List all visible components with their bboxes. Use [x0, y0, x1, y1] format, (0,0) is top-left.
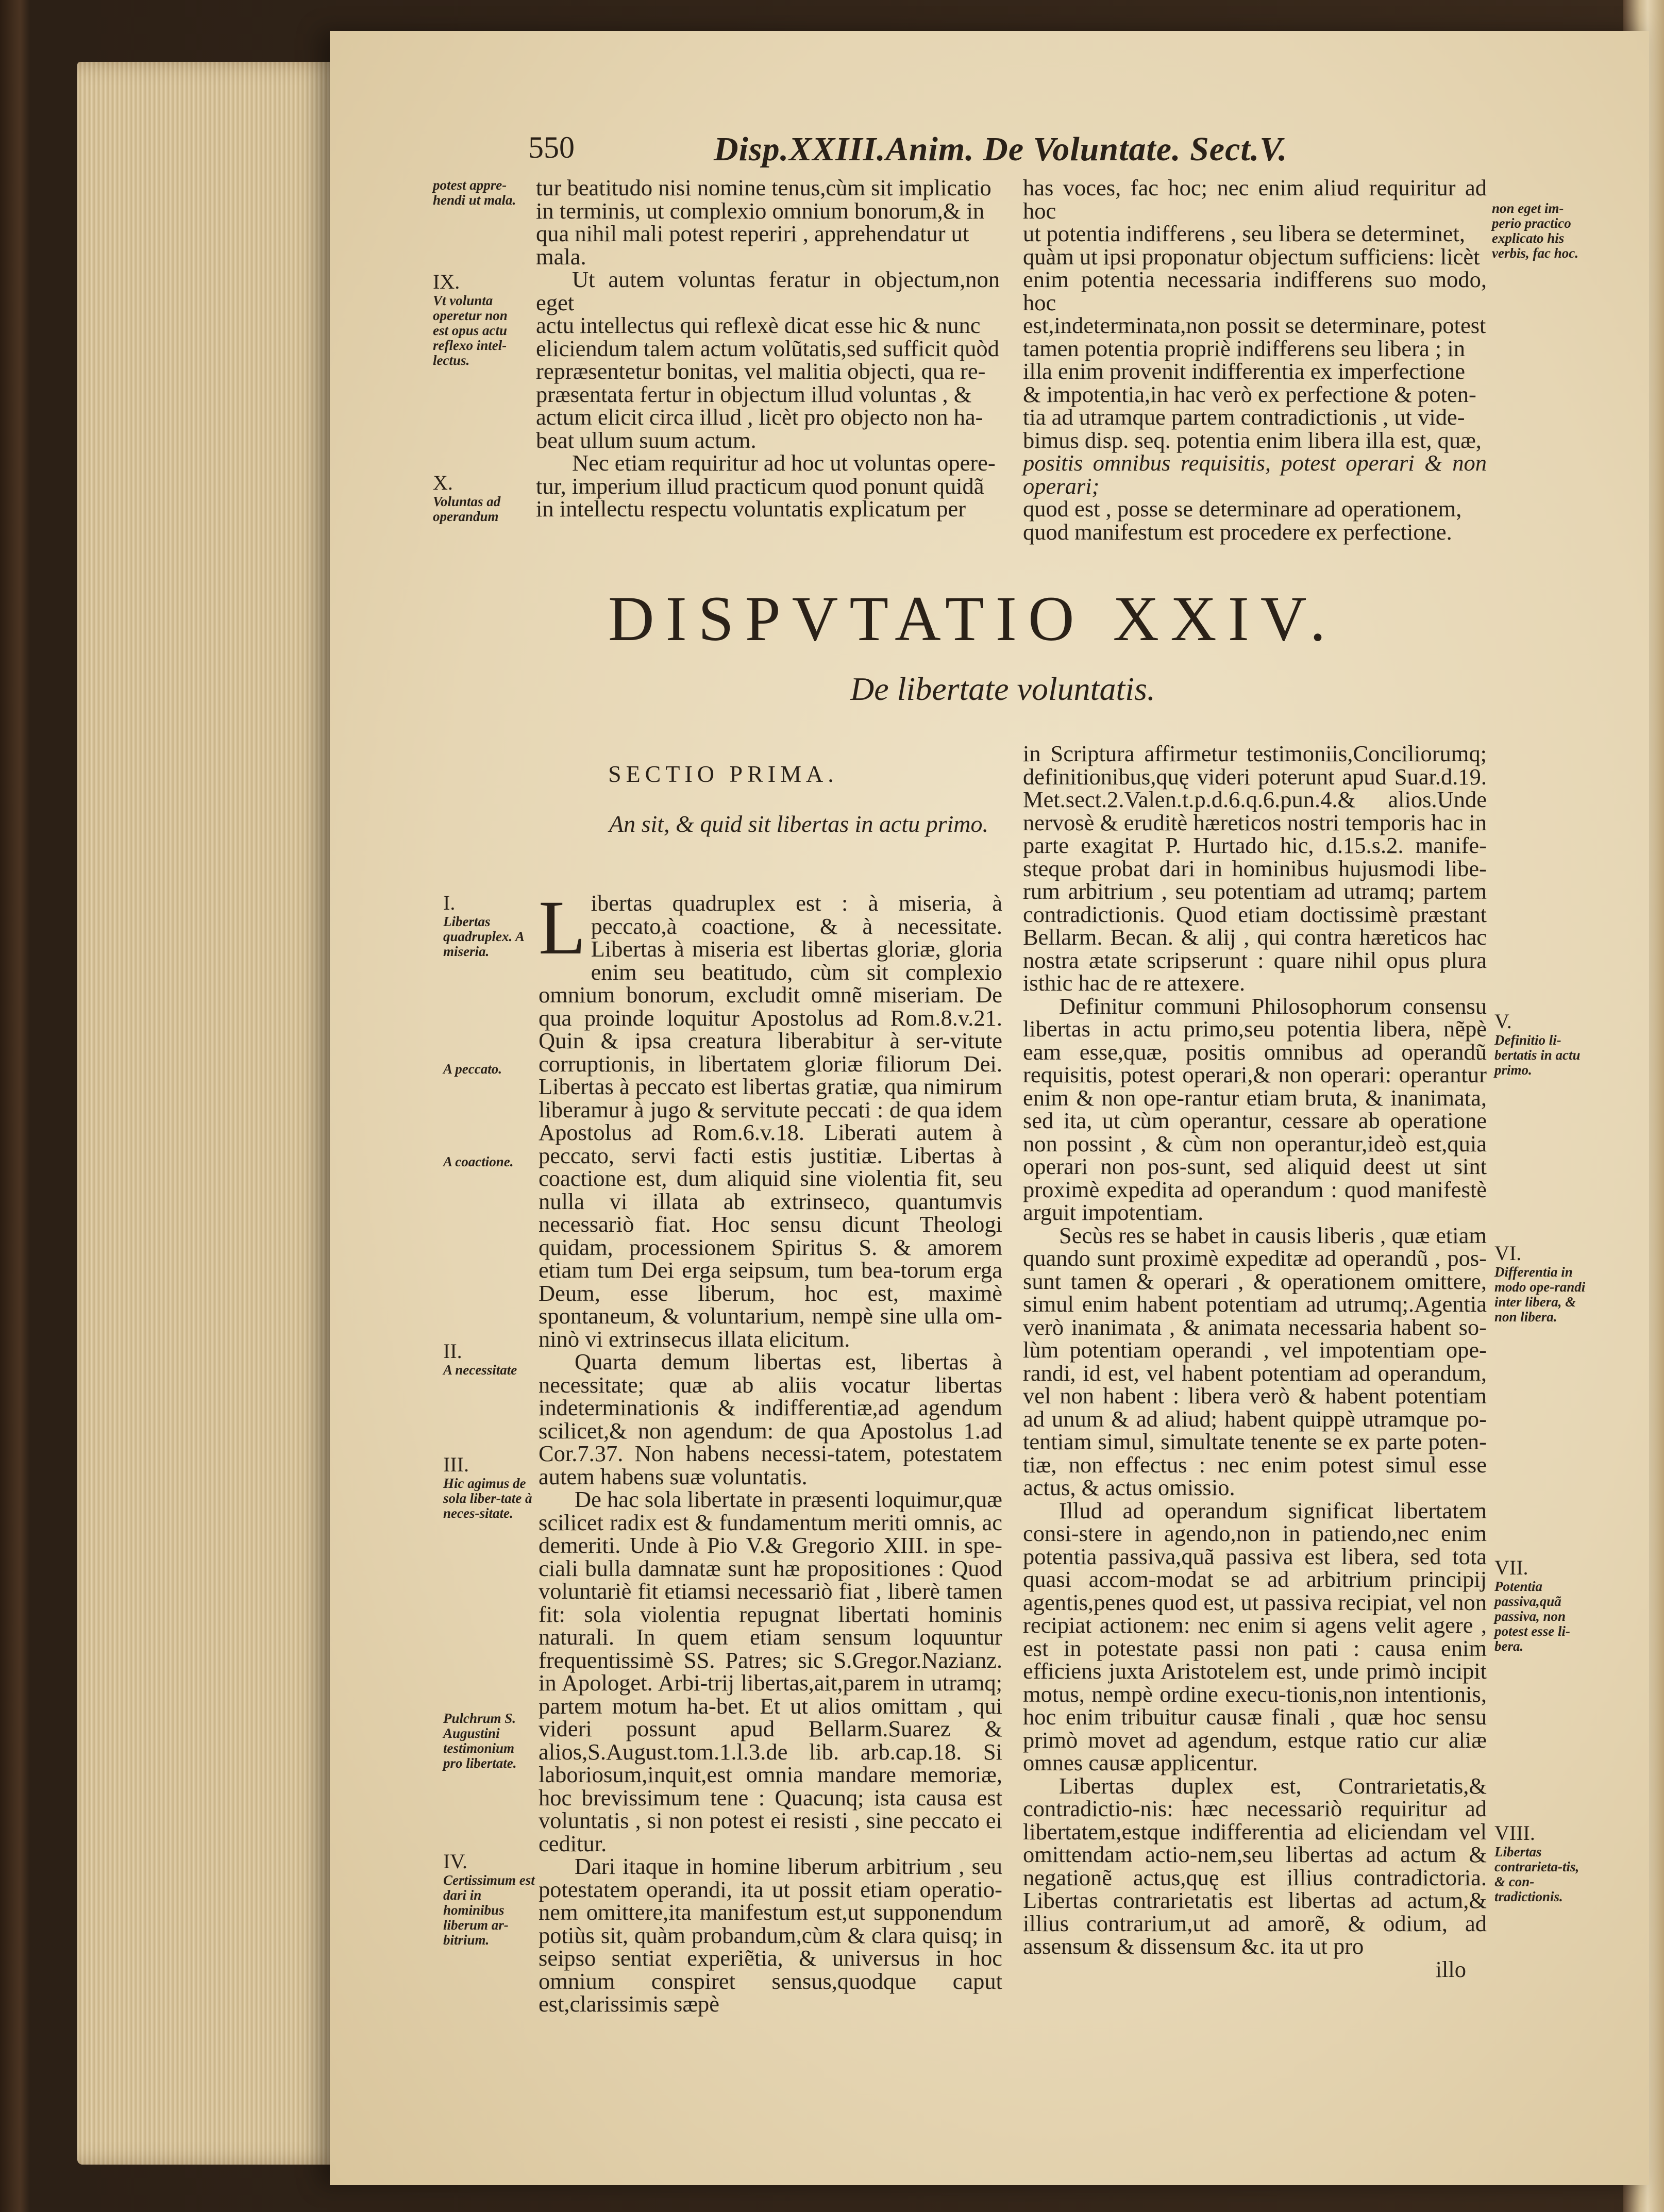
section-heading: SECTIO PRIMA.	[608, 761, 838, 787]
paragraph-5: Libertas duplex est, Contrarietatis,& contradictio-nis: hæc necessariò requiritur ad libertatem,estque indifferentia ad eliciendam vel omittendam actio-nem,seu libertas ad actum & negationẽ actus,quę est illius contradictoria. Libertas contrarietatis est libertas ad actum,& illius contrarium,ut ad amorẽ, & odium, ad assensum & dissensum &c. ita ut pro	[1023, 1772, 1487, 1959]
margin-gloss-v	[1494, 1010, 1587, 1078]
margin-gloss: A peccato.	[443, 1061, 502, 1077]
text-line: actum elicit circa illud , licèt pro objecto non ha-	[536, 404, 983, 430]
paragraph-1: in Scriptura affirmetur testimoniis,Conciliorumq; definitionibus,quę videri poterunt apud Suar.d.19. Met.sect.2.Valen.t.p.d.6.q.6.pun.4.& alios.Unde nervosè & eruditè hæreticos nostri temporis hac in parte exagitat P. Hurtado hic, d.15.s.2. manife-steque probat dari in hominibus hujusmodi libe-rum arbitrium , seu potentiam ad utramq; partem contradictionis. Quod etiam doctissimè præstant Bellarm. Becan. & alij , qui contra hæreticos hac nostra ætate scripserunt : quare nihil opus plura isthic hac de re attexere.	[1023, 741, 1487, 996]
text-line: actu intellectus qui reflexè dicat esse hic & nunc	[536, 312, 981, 338]
paragraph-3: De hac sola libertate in præsenti loquimur,quæ scilicet radix est & fundamentum meriti omnis, ac demeriti. Unde à Pio V.& Gregorio XIII. in spe-ciali bulla damnatæ sunt hæ propositiones : Quod voluntariè fit etiamsi necessariò fiat , liberè tamen fit: sola violentia repugnat libertati hominis naturali. In quem etiam sensum loquuntur frequentissimè SS. Patres; sic S.Gregor.Nazianz. in Apologet. Arbi-trij libertas,ait,parem in utramq; partem motum ha-bet. Et ut alios omittam , qui videri possunt apud Bellarm.Suarez & alios,S.August.tom.1.l.3.de lib. arb.cap.18. Si laboriosum,inquit,est omnia mandare memoriæ, hoc brevissimum tene : Quacunq; ista causa est voluntatis , si non potest ei resisti , sine peccato ei ceditur.	[539, 1486, 1002, 1856]
running-title: Disp.XXIII.Anim. De Voluntate. Sect.V.	[714, 130, 1288, 168]
drop-cap: L	[539, 885, 586, 970]
paragraph-4: Illud ad operandum significat libertatem consi-stere in agendo,non in patiendo,nec enim potentia passiva,quã passiva est libera, sed tota quasi accom-modat se ad arbitrium principij agentis,penes quod est, ut passiva recipiat, vel non recipiat actionem: nec enim si agens velit agere , est in potestate passi non pati : causa enim efficiens juxta Aristotelem est, unde primò incipit motus, nempè ordine execu-tionis,non intentionis, hoc enim tribuitur causæ finali , quæ hoc sensu primò movet ad agendum, estque ratio cur aliæ omnes causæ applicentur.	[1023, 1497, 1487, 1775]
text-line: quàm ut ipsi proponatur objectum sufficiens: licèt	[1023, 243, 1480, 270]
section-question: An sit, & quid sit libertas in actu primo.	[609, 811, 989, 837]
text-line: beat ullum suum actum.	[536, 427, 757, 453]
text-line: tur beatitudo nisi nomine tenus,cùm sit implicatio	[536, 175, 991, 200]
margin-gloss-x	[433, 472, 526, 524]
text-line: repræsentetur bonitas, vel malitia objecti, qua re-	[536, 358, 986, 384]
text-line: in intellectu respectu voluntatis explicatum per	[536, 496, 966, 522]
text-line: est,indeterminata,non possit se determinare, potest	[1023, 312, 1486, 338]
paragraph-2: Definitur communi Philosophorum consensu libertas in actu primo,seu potentia libera, nẽpè eam esse,quæ, positis omnibus ad operandũ requisitis, potest operari,& non operari: operantur enim & non ope-rantur etiam bruta, & inanimata, sed ita, ut cùm operantur, cessare ab operatione non possint , & cùm non operantur,ideò est,quia operari non pos-sunt, sed aliquid deest ut sint proximè expedita ad operandum : quod manifestè arguit impotentiam.	[1023, 993, 1487, 1225]
paragraph-text: ibertas quadruplex est : à miseria, à peccato,à coactione, & à necessitate. Libertas à miseria est libertas gloriæ, gloria enim seu beatitudo, cùm sit complexio omnium bonorum, excludit omnẽ miseriam. De qua proinde loquitur Apostolus ad Rom.8.v.21. Quin & ipsa creatura liberabitur à ser-vitute corruptionis, in libertatem gloriæ filiorum Dei. Libertas à peccato est libertas gratiæ, qua nimirum liberamur à jugo & servitute peccati : de qua idem Apostolus ad Rom.6.v.18. Liberati autem à peccato, servi facti estis justitiæ. Libertas à coactione est, dum aliquid sine violentia fit, seu nulla vi illata ab extrinseco, quantumvis necessariò fiat. Hoc sensu dicunt Theologi quidam, processionem Spiritus S. & amorem etiam tum Dei erga seipsum, tum bea-torum erga Deum, esse liberum, hoc est, maximè spontaneum, & voluntarium, nempè sine ulla om-ninò vi extrinsecus illata elicitum.	[539, 890, 1002, 1352]
text-line: tamen potentia propriè indifferens seu libera ; in	[1023, 335, 1465, 361]
text-line: præsentata fertur in objectum illud voluntas , &	[536, 381, 972, 407]
gloss-text: Libertas quadruplex. A miseria.	[443, 914, 524, 959]
gloss-number: IX.	[433, 270, 460, 293]
margin-gloss-iv	[443, 1850, 536, 1948]
margin-gloss-ii	[443, 1340, 541, 1378]
text-line: tia ad utramque partem contradictionis , ut vide-	[1023, 404, 1465, 430]
paragraph-1	[539, 885, 1002, 1352]
top-right-column	[1023, 176, 1487, 543]
text-line: mala.	[536, 243, 586, 270]
left-main-column	[539, 885, 1002, 2017]
margin-gloss: A coactione.	[443, 1154, 514, 1169]
gloss-number: VI.	[1494, 1242, 1522, 1265]
text-line: qua nihil mali potest reperiri , apprehendatur ut	[536, 221, 969, 246]
text-line: Nec etiam requiritur ad hoc ut voluntas opere-	[572, 450, 996, 476]
text-line: & impotentia,in hac verò ex perfectione & poten-	[1023, 381, 1476, 407]
gloss-number: VIII.	[1494, 1821, 1535, 1845]
gloss-text: Voluntas ad operandum	[433, 494, 501, 524]
margin-gloss: non eget im-perio practico explicato his verbis, fac hoc.	[1492, 200, 1578, 261]
gloss-number: V.	[1494, 1010, 1512, 1033]
gloss-text: Potentia passiva,quã passiva, non potest esse li-bera.	[1494, 1579, 1570, 1654]
text-line: Ut autem voluntas feratur in objectum,non eget	[536, 266, 1000, 315]
text-line: ut potentia indifferens , seu libera se determinet,	[1023, 221, 1465, 246]
gloss-text: Libertas contrarieta-tis, & con-tradictionis.	[1494, 1844, 1579, 1904]
gloss-text: Definitio li-bertatis in actu primo.	[1494, 1032, 1581, 1078]
text-line: has voces, fac hoc; nec enim aliud requiritur ad hoc	[1023, 175, 1487, 224]
margin-gloss-viii	[1494, 1822, 1587, 1904]
page-block-edges	[77, 62, 345, 2165]
disputation-title: DISPVTATIO XXIV.	[608, 583, 1337, 654]
margin-gloss-vii	[1494, 1556, 1587, 1654]
margin-gloss-i	[443, 892, 531, 959]
text-line: quod manifestum est procedere ex perfectione.	[1023, 518, 1452, 545]
top-left-column	[536, 176, 1000, 521]
margin-gloss-vi	[1494, 1242, 1587, 1325]
gloss-number: I.	[443, 891, 456, 914]
gloss-text: Differentia in modo ope-randi inter libera, & non libera.	[1494, 1264, 1586, 1325]
gloss-number: III.	[443, 1453, 469, 1476]
gloss-text: Hic agimus de sola liber-tate à neces-sitate.	[443, 1476, 532, 1521]
gloss-number: VII.	[1494, 1556, 1528, 1579]
margin-gloss: Pulchrum S. Augustini testimonium pro libertate.	[443, 1711, 517, 1771]
text-line: positis omnibus requisitis, potest operari & non operari;	[1023, 450, 1487, 499]
gloss-text: Vt volunta operetur non est opus actu reflexo intel-lectus.	[433, 293, 508, 368]
text-line: eliciendum talem actum volũtatis,sed sufficit quòd	[536, 335, 999, 361]
disputation-subtitle: De libertate voluntatis.	[850, 671, 1155, 707]
margin-gloss: potest appre-hendi ut mala.	[433, 177, 516, 208]
gloss-number: IV.	[443, 1850, 468, 1873]
text-line: in terminis, ut complexio omnium bonorum,& in	[536, 197, 985, 224]
gloss-number: II.	[443, 1339, 462, 1363]
text-line: tur, imperium illud practicum quod ponunt quidã	[536, 473, 984, 499]
text-line: enim potentia necessaria indifferens suo modo, hoc	[1023, 266, 1487, 315]
right-main-column	[1023, 742, 1487, 1981]
paragraph-2: Quarta demum libertas est, libertas à necessitate; quæ ab aliis vocatur libertas indeterminationis & indifferentiæ,ad agendum scilicet,& non agendum: de qua Apostolus 1.ad Cor.7.37. Non habens necessi-tatem, potestatem autem habens suæ voluntatis.	[539, 1349, 1002, 1489]
margin-gloss-iii	[443, 1453, 536, 1521]
text-line: bimus disp. seq. potentia enim libera illa est, quæ,	[1023, 427, 1482, 453]
text-line: illa enim provenit indifferentia ex imperfectione	[1023, 358, 1465, 384]
gloss-number: X.	[433, 471, 453, 494]
gloss-text: Certissimum est dari in hominibus liberum ar-bitrium.	[443, 1872, 535, 1948]
margin-gloss-ix	[433, 271, 526, 368]
paragraph-4: Dari itaque in homine liberum arbitrium , seu potestatem operandi, ita ut possit etiam operatio-nem omittere,ita manifestum est,ut supponendum potiùs sit, quàm probandum,cùm & clara quisq; in seipso sentiat experiẽtia, & universus in hoc omnium conspiret sensus,quodque caput est,clarissimis sæpè	[539, 1853, 1002, 2017]
running-head	[528, 130, 1404, 176]
gloss-text: A necessitate	[443, 1362, 517, 1378]
text-line: quod est , posse se determinare ad operationem,	[1023, 496, 1462, 522]
paragraph-3: Secùs res se habet in causis liberis , quæ etiam quando sunt proximè expeditæ ad operandũ , pos-sunt tamen & operari , & operationem omittere, simul enim habent potentiam ad utrumq;.Agentia verò inanimata , & animata necessaria habent so-lùm potentiam operandi , vel impotentiam ope-randi, id est, vel habent potentiam ad operandum, vel non habent : libera verò & habent potentiam ad unum & ad aliud; habent quippè utramque po-tentiam simul, simultate tenente se ex parte poten-tiæ, non effectus : nec enim potest simul esse actus, & actus omissio.	[1023, 1222, 1487, 1500]
page-number: 550	[528, 130, 575, 164]
catchword: illo	[1435, 1956, 1466, 1982]
